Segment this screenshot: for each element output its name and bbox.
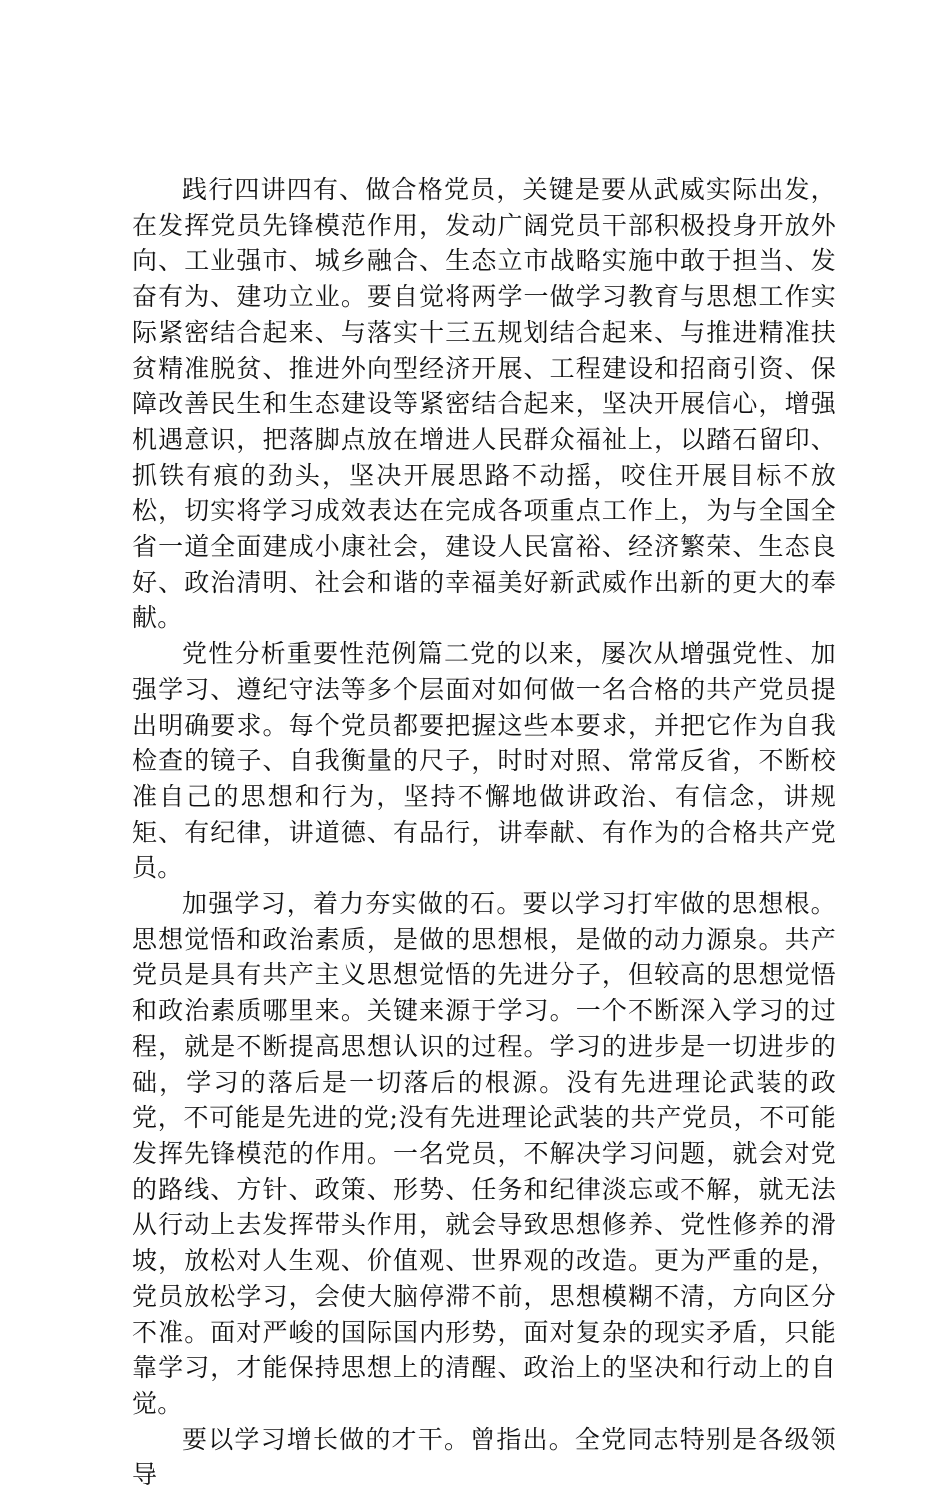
paragraph-1: 践行四讲四有、做合格党员，关键是要从武威实际出发，在发挥党员先锋模范作用，发动广阔党员干部积极投身开放外向、工业强市、城乡融合、生态立市战略实施中敢于担当、发奋有为、建功立业。要自觉将两学一做学习教育与思想工作实际紧密结合起来、与落实十三五规划结合起来、与推进精准扶贫精准脱贫、推进外向型经济开展、工程建设和招商引资、保障改善民生和生态建设等紧密结合起来，坚决开展信心，增强机遇意识，把落脚点放在增进人民群众福祉上，以踏石留印、抓铁有痕的劲头，坚决开展思路不动摇，咬住开展目标不放松，切实将学习成效表达在完成各项重点工作上，为与全国全省一道全面建成小康社会，建设人民富裕、经济繁荣、生态良好、政治清明、社会和谐的幸福美好新武威作出新的更大的奉献。	[132, 175, 836, 633]
document-body	[132, 172, 836, 1493]
paragraph-3: 加强学习，着力夯实做的石。要以学习打牢做的思想根。思想觉悟和政治素质，是做的思想根，是做的动力源泉。共产党员是具有共产主义思想觉悟的先进分子，但较高的思想觉悟和政治素质哪里来。关键来源于学习。一个不断深入学习的过程，就是不断提高思想认识的过程。学习的进步是一切进步的础，学习的落后是一切落后的根源。没有先进理论武装的政党，不可能是先进的党;没有先进理论武装的共产党员，不可能发挥先锋模范的作用。一名党员，不解决学习问题，就会对党的路线、方针、政策、形势、任务和纪律淡忘或不解，就无法从行动上去发挥带头作用，就会导致思想修养、党性修养的滑坡，放松对人生观、价值观、世界观的改造。更为严重的是，党员放松学习，会使大脑停滞不前，思想模糊不清，方向区分不准。面对严峻的国际国内形势，面对复杂的现实矛盾，只能靠学习，才能保持思想上的清醒、政治上的坚决和行动上的自觉。	[132, 889, 836, 1418]
paragraph-2: 党性分析重要性范例篇二党的以来，屡次从增强党性、加强学习、遵纪守法等多个层面对如何做一名合格的共产党员提出明确要求。每个党员都要把握这些本要求，并把它作为自我检查的镜子、自我衡量的尺子，时时对照、常常反省，不断校准自己的思想和行为，坚持不懈地做讲政治、有信念，讲规矩、有纪律，讲道德、有品行，讲奉献、有作为的合格共产党员。	[132, 639, 836, 883]
paragraph-4: 要以学习增长做的才干。曾指出。全党同志特别是各级领导	[132, 1424, 836, 1490]
